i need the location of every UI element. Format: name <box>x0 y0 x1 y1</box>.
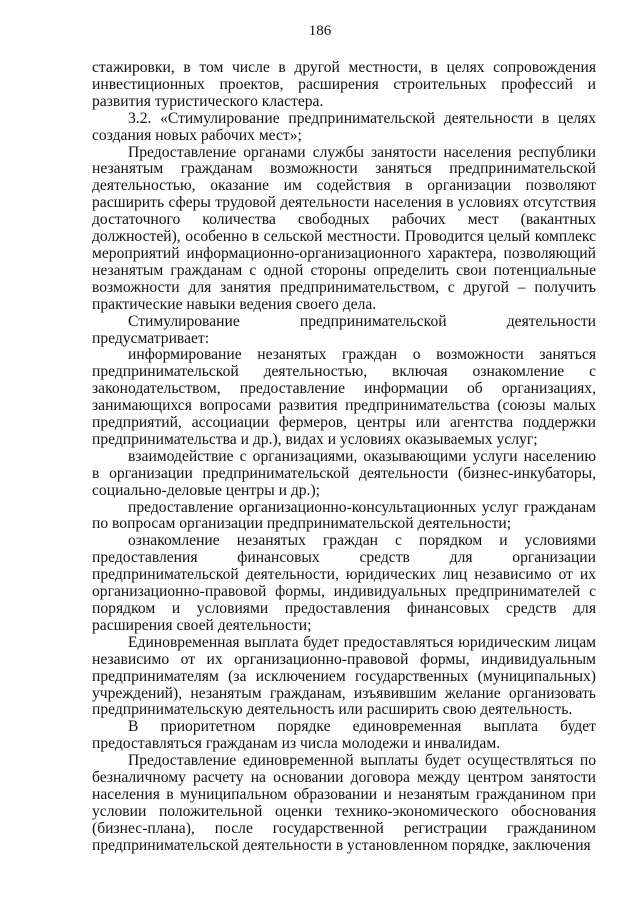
paragraph-lump-sum: Единовременная выплата будет предоставляться юридическим лицам независимо от их организационно-правовой формы, индивидуальным предпринимателям (за исключением государственных (муниципальных) учреждений), незанятым гражданам, изъявившим желание организовать предпринимательскую деятельность или расширить свою деятельность. <box>92 633 596 719</box>
paragraph-continuation: стажировки, в том числе в другой местности, в целях сопровождения инвестиционных проектов, расширения строительных профессий и развития туристического кластера. <box>92 59 596 110</box>
paragraph-payment-terms: Предоставление единовременной выплаты будет осуществляться по безналичному расчету на основании договора между центром занятости населения в муниципальном образовании и незанятым гражданином при условии положительной оценки технико-экономического обоснования (бизнес-плана), после государственной регистрации гражданином предпринимательской деятельности в установленном порядке, заключения <box>92 752 596 854</box>
list-item-informing: информирование незанятых граждан о возможности заняться предпринимательской деятельностью, включая ознакомление с законодательством, предоставление информации об организациях, занимающихся вопросами развития предпринимательства (союзы малых предприятий, ассоциации фермеров, центры или агентства поддержки предпринимательства и др.), видах и условиях оказываемых услуг; <box>92 346 596 448</box>
list-item-familiarization: ознакомление незанятых граждан с порядком и условиями предоставления финансовых средств для организации предпринимательской деятельности, юридических лиц независимо от их организационно-правовой формы, индивидуальных предпринимателей с порядком и условиями предоставления финансовых средств для расширения своей деятельности; <box>92 532 596 634</box>
paragraph-intro: Предоставление органами службы занятости населения республики незанятым гражданам возможности заняться предпринимательской деятельностью, оказание им содействия в организации позволяют расширить сферы трудовой деятельности населения в условиях отсутствия достаточного количества свободных рабочих мест (вакантных должностей), особенно в сельской местности. Проводится целый комплекс мероприятий информационно-организационного характера, позволяющий незанятым гражданам с одной стороны определить свои потенциальные возможности для занятия предпринимательством, с другой – получить практические навыки ведения своего дела. <box>92 143 596 313</box>
paragraph-priority: В приоритетном порядке единовременная выплата будет предоставляться гражданам из числа молодежи и инвалидам. <box>92 718 596 753</box>
document-body <box>92 60 596 855</box>
section-heading-3-2: 3.2. «Стимулирование предпринимательской деятельности в целях создания новых рабочих мест»; <box>92 109 596 144</box>
list-item-interaction: взаимодействие с организациями, оказывающими услуги населению в организации предпринимательской деятельности (бизнес-инкубаторы, социально-деловые центры и др.); <box>92 447 596 499</box>
list-item-consulting: предоставление организационно-консультационных услуг гражданам по вопросам организации предпринимательской деятельности; <box>92 498 596 533</box>
page-number: 186 <box>308 23 332 39</box>
paragraph-provisions-lead: Стимулирование предпринимательской деятельности предусматривает: <box>92 312 596 347</box>
